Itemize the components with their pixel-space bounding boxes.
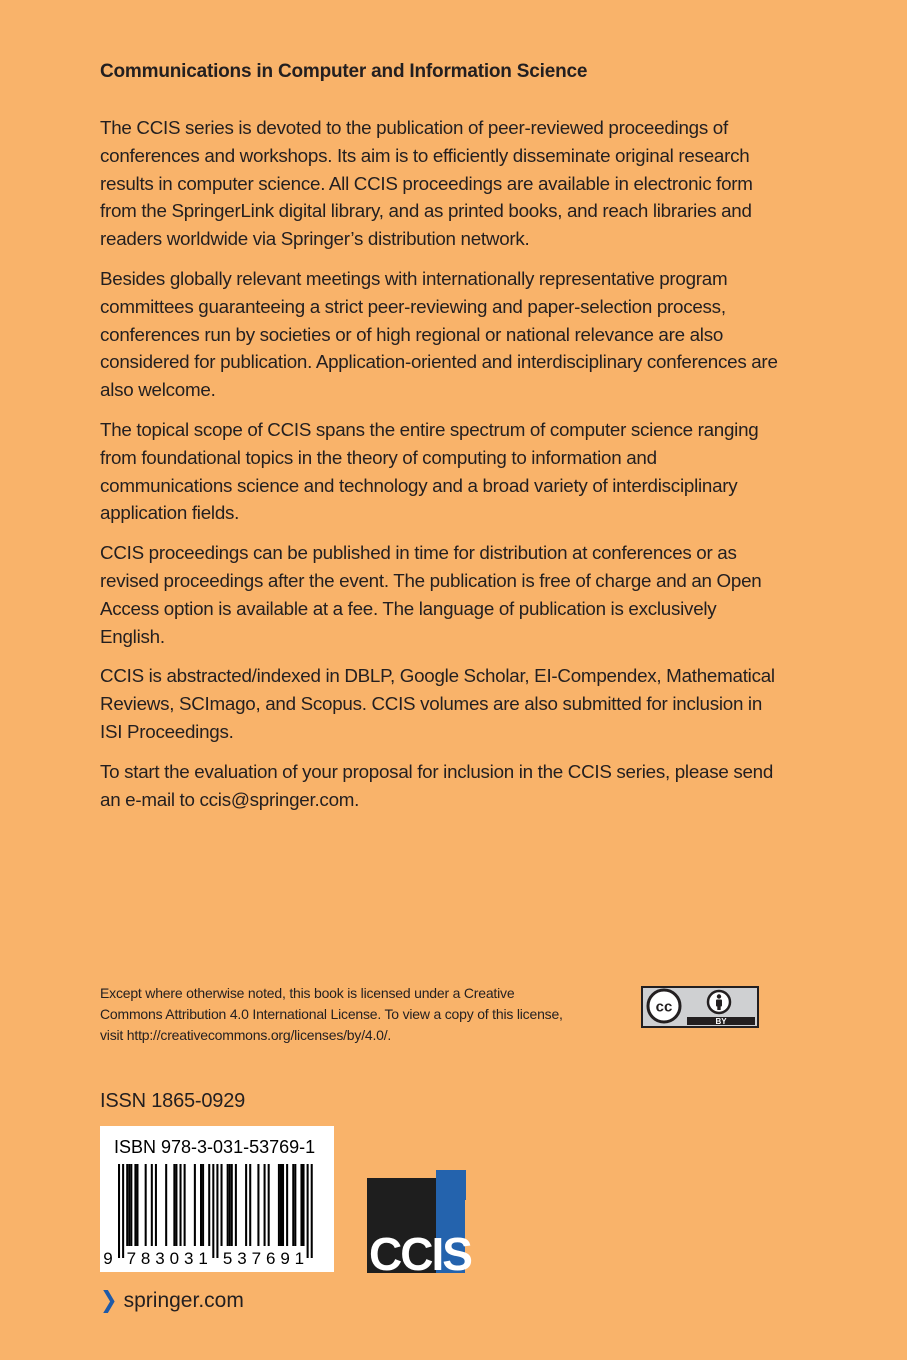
barcode-bar xyxy=(122,1164,124,1258)
barcode-bar xyxy=(264,1164,266,1246)
barcode-digit: 7 xyxy=(126,1249,137,1268)
barcode-bar xyxy=(292,1164,294,1246)
barcode-bar xyxy=(257,1164,259,1246)
barcode-bar xyxy=(282,1164,284,1246)
barcode-bar xyxy=(280,1164,282,1246)
barcode-bar xyxy=(155,1164,157,1246)
barcode-bar xyxy=(227,1164,229,1246)
barcode-digit: 9 xyxy=(103,1249,113,1268)
series-title: Communications in Computer and Information Science xyxy=(100,61,588,82)
attribution-person-head xyxy=(717,994,721,998)
springer-website-link[interactable] xyxy=(100,1287,244,1315)
isbn-label: ISBN 978-3-031-53769-1 xyxy=(114,1137,316,1157)
barcode-graphic xyxy=(100,1126,334,1272)
isbn-barcode xyxy=(100,1126,334,1272)
ccis-logo-blue-square xyxy=(436,1170,466,1200)
barcode-bar xyxy=(194,1164,196,1246)
barcode-digit: 3 xyxy=(155,1249,165,1268)
description-paragraph: The CCIS series is devoted to the publication of peer-reviewed proceedings of conferences and workshops. Its aim is to efficiently disseminate original research results in computer science. All CCIS proceedings are available in electronic form from the SpringerLink digital library, and as printed books, and reach libraries and readers worldwide via Springer’s distribution network. xyxy=(100,117,753,250)
barcode-digit: 3 xyxy=(237,1249,247,1268)
barcode-digit: 3 xyxy=(183,1249,194,1268)
barcode-bar xyxy=(145,1164,147,1246)
barcode-bar xyxy=(173,1164,175,1246)
description-paragraph: CCIS proceedings can be published in time for distribution at conferences or as revised proceedings after the event. The publication is free of charge and an Open Access option is available at a fee. The language of publication is exclusively English. xyxy=(100,542,762,647)
barcode-digit: 8 xyxy=(140,1249,151,1268)
barcode-bar xyxy=(128,1164,130,1246)
barcode-bar xyxy=(235,1164,237,1246)
chevron-right-icon: ❯ xyxy=(100,1287,118,1314)
cc-by-graphic xyxy=(643,988,757,1026)
barcode-bar xyxy=(278,1164,280,1246)
ccis-logo-text: CCIS xyxy=(369,1228,471,1274)
barcode-bars xyxy=(118,1164,313,1258)
barcode-bar xyxy=(180,1164,182,1246)
barcode-bar xyxy=(245,1164,247,1246)
description-paragraph: CCIS is abstracted/indexed in DBLP, Google Scholar, EI-Compendex, Mathematical Reviews, SCImago, and Scopus. CCIS volumes are also submitted for inclusion in ISI Proceedings. xyxy=(100,665,775,742)
description-paragraph: Besides globally relevant meetings with internationally representative program committees guaranteeing a strict peer-reviewing and paper-selection process, conferences run by societies or of high regional or national relevance are also considered for publication. Application-oriented and interdisciplinary conferences are also welcome. xyxy=(100,267,778,401)
barcode-bar xyxy=(307,1164,309,1258)
website-label: springer.com xyxy=(123,1289,244,1312)
barcode-digit: 0 xyxy=(169,1249,180,1268)
cc-icon-label: cc xyxy=(655,998,673,1016)
description-paragraph: To start the evaluation of your proposal for inclusion in the CCIS series, please send an e-mail to ccis@springer.com. xyxy=(100,760,774,810)
cc-by-badge xyxy=(641,986,759,1028)
barcode-bar xyxy=(311,1164,313,1258)
barcode-bar xyxy=(303,1164,305,1246)
by-label: BY xyxy=(715,1017,727,1026)
barcode-bar xyxy=(216,1164,218,1258)
ccis-logo xyxy=(367,1170,495,1274)
barcode-bar xyxy=(208,1164,210,1246)
barcode-bar xyxy=(294,1164,296,1246)
barcode-bar xyxy=(268,1164,270,1246)
barcode-bar xyxy=(212,1164,214,1258)
barcode-bar xyxy=(286,1164,288,1246)
barcode-digit: 9 xyxy=(280,1249,290,1268)
issn: ISSN 1865-0929 xyxy=(100,1090,246,1112)
barcode-digit: 5 xyxy=(222,1249,233,1268)
barcode-bar xyxy=(231,1164,233,1246)
barcode-bar xyxy=(200,1164,202,1246)
barcode-bar xyxy=(249,1164,251,1246)
barcode-bar xyxy=(202,1164,204,1246)
barcode-digit: 6 xyxy=(265,1249,276,1268)
barcode-bar xyxy=(151,1164,153,1246)
barcode-digit: 1 xyxy=(294,1249,305,1268)
barcode-bar xyxy=(229,1164,231,1246)
barcode-bar xyxy=(221,1164,223,1246)
barcode-digit: 1 xyxy=(198,1249,208,1268)
barcode-bar xyxy=(175,1164,177,1246)
series-description xyxy=(100,114,780,825)
barcode-bar xyxy=(134,1164,136,1246)
description-paragraph: The topical scope of CCIS spans the entire spectrum of computer science ranging from foundational topics in the theory of computing to information and communications science and technology and a broad variety of interdisciplinary application fields. xyxy=(100,418,759,524)
barcode-bar xyxy=(300,1164,302,1246)
barcode-bar xyxy=(165,1164,167,1246)
barcode-bar xyxy=(118,1164,120,1258)
barcode-bar xyxy=(126,1164,128,1246)
barcode-digit: 7 xyxy=(251,1249,262,1268)
license-notice: Except where otherwise noted, this book is licensed under a Creative Commons Attribution 4.0 International License. To view a copy of this license, visit http://creativecommons.org/licenses/by/4.0/. xyxy=(100,985,563,1043)
barcode-bar xyxy=(136,1164,138,1246)
barcode-bar xyxy=(184,1164,186,1246)
barcode-bar xyxy=(130,1164,132,1246)
attribution-person-body xyxy=(716,1000,722,1007)
barcode-digits xyxy=(103,1249,304,1268)
attribution-person-legs xyxy=(717,1006,720,1011)
